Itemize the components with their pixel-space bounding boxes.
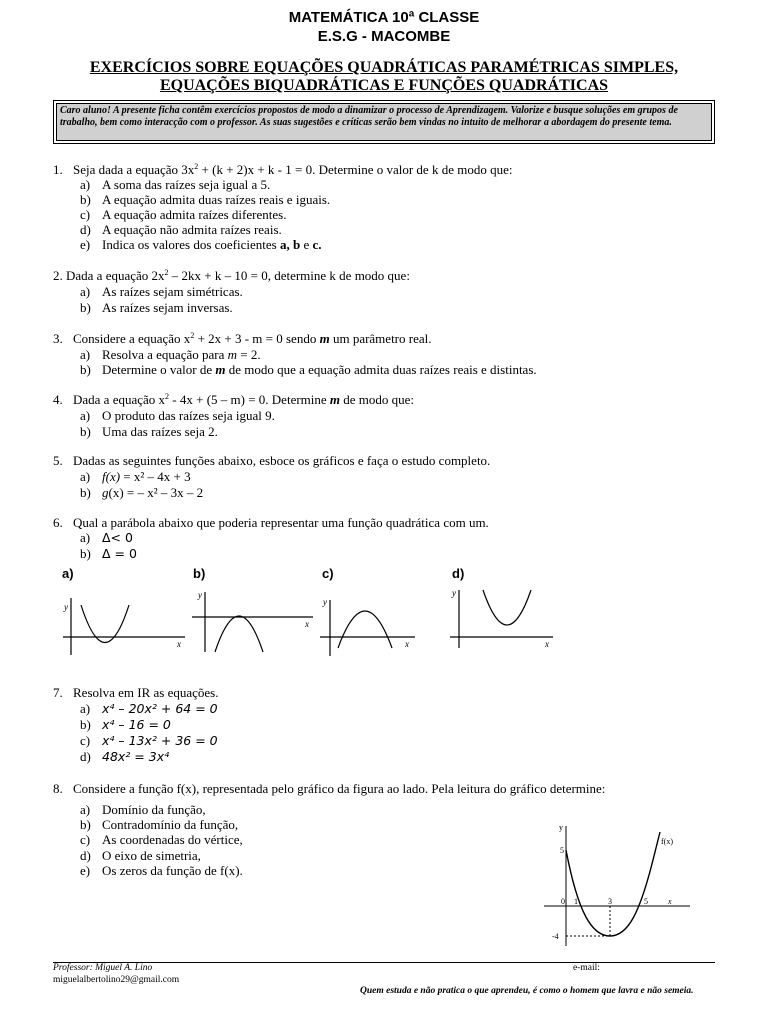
school-subject: MATEMÁTICA 10ª CLASSE	[288, 9, 480, 26]
question-8: 8. Considere a função f(x), representada pelo gráfico da figura ao lado. Pela leitura do gráfico determine:	[53, 781, 606, 796]
graph-b-label: b)	[193, 566, 206, 581]
footer-email-label: e-mail:	[573, 963, 600, 973]
question-7: 7. Resolva em IR as equações.	[53, 685, 219, 700]
q7-item-d: d) 48x² = 3x⁴	[80, 749, 170, 764]
q8-item-c: c) As coordenadas do vértice,	[80, 832, 243, 847]
graph-c	[320, 600, 415, 656]
graph-c-y: y	[323, 597, 327, 607]
footer-teacher: Professor: Miguel A. Lino	[53, 963, 153, 973]
q8-fn-label: f(x)	[661, 837, 673, 846]
q3-item-a: a) Resolva a equação para m = 2.	[80, 347, 261, 362]
q8-item-d: d) O eixo de simetria,	[80, 848, 201, 863]
graph-d	[450, 590, 553, 648]
q8-tick-1: 1	[574, 897, 578, 906]
q3-item-b: b) Determine o valor de m de modo que a equação admita duas raízes reais e distintas.	[80, 362, 537, 377]
graph-d-y: y	[452, 588, 456, 598]
graph-a	[63, 598, 185, 655]
q8-tick-m4: -4	[552, 932, 559, 941]
graph-d-label: d)	[452, 566, 465, 581]
footer-email: miguelalbertolino29@gmail.com	[53, 975, 180, 985]
graph-d-x: x	[545, 639, 549, 649]
graph-c-x: x	[405, 639, 409, 649]
question-3: 3. Considere a equação $x^2 + 2x + 3 - m = 0$ sendo m um parâmetro real.	[53, 331, 432, 346]
q8-tick-0: 0	[561, 897, 565, 906]
school-name: E.S.G - MACOMBE	[317, 28, 451, 45]
q2-item-a: a) As raízes sejam simétricas.	[80, 284, 243, 299]
graph-a-x: x	[177, 639, 181, 649]
q8-x-label: x	[668, 897, 672, 906]
question-6: 6. Qual a parábola abaixo que poderia representar uma função quadrática com um.	[53, 515, 489, 530]
question-1: 1. Seja dada a equação $3x^2 + (k + 2)x + k - 1 = 0$. Determine o valor de k de modo que:	[53, 162, 513, 177]
q6-item-a: a) Δ< 0	[80, 530, 133, 545]
intro-box	[53, 100, 715, 144]
q1-item-d: d) A equação não admita raízes reais.	[80, 222, 282, 237]
question-5: 5. Dadas as seguintes funções abaixo, esboce os gráficos e faça o estudo completo.	[53, 453, 491, 468]
q7-item-b: b) x⁴ – 16 = 0	[80, 717, 171, 732]
graph-b-x: x	[305, 619, 309, 629]
q8-graph	[530, 818, 710, 948]
footer-rule	[53, 962, 715, 963]
q1-item-a: a) A soma das raízes seja igual a 5.	[80, 177, 271, 192]
graph-b	[192, 592, 313, 652]
graph-a-y: y	[64, 602, 68, 612]
question-4: 4. Dada a equação $x^2 - 4x + (5 - m) = 0$. Determine m de modo que:	[53, 392, 415, 407]
q8-item-e: e) Os zeros da função de f(x).	[80, 863, 243, 878]
worksheet-title-line2: EQUAÇÕES BIQUADRÁTICAS E FUNÇÕES QUADRÁTICAS	[159, 77, 609, 94]
q8-item-a: a) Domínio da função,	[80, 802, 206, 817]
graph-c-label: c)	[322, 566, 334, 581]
q8-item-b: b) Contradomínio da função,	[80, 817, 239, 832]
q5-item-a: a) f(x) = x² – 4x + 3	[80, 469, 191, 484]
q1-item-c: c) A equação admita raízes diferentes.	[80, 207, 287, 222]
worksheet-title-line1: EXERCÍCIOS SOBRE EQUAÇÕES QUADRÁTICAS PARAMÉTRICAS SIMPLES,	[89, 59, 679, 76]
q5-item-b: b) g(x) = – x² – 3x – 2	[80, 485, 204, 500]
footer-quote: Quem estuda e não pratica o que aprendeu, é como o homem que lavra e não semeia.	[360, 986, 694, 996]
q1-item-b: b) A equação admita duas raízes reais e iguais.	[80, 192, 331, 207]
q7-item-a: a) x⁴ – 20x² + 64 = 0	[80, 701, 218, 716]
question-2: 2. Dada a equação $2x^2 - 2kx + k - 10 = 0$, determine k de modo que:	[53, 268, 410, 283]
q2-item-b: b) As raízes sejam inversas.	[80, 300, 233, 315]
q8-tick-x5: 5	[644, 897, 648, 906]
q1-item-e: e) Indica os valores dos coeficientes a, b e c.	[80, 237, 322, 252]
q8-tick-y5: 5	[560, 846, 564, 855]
graph-a-label: a)	[62, 566, 74, 581]
q4-item-a: a) O produto das raízes seja igual 9.	[80, 408, 275, 423]
graph-b-y: y	[198, 590, 202, 600]
q4-item-b: b) Uma das raízes seja 2.	[80, 424, 218, 439]
q6-graphs	[55, 580, 655, 660]
q6-item-b: b) Δ = 0	[80, 546, 137, 561]
q8-y-label: y	[559, 823, 563, 832]
intro-text: Caro aluno! A presente ficha contêm exercícios propostos de modo a dinamizar o processo de Aprendizagem. Valorize e busque soluções em grupos de trabalho, bem como interacção com o professor. As suas sugestões e críticas serão bem vindas no intuito de melhorar a abordagem do presente tema.	[56, 103, 712, 141]
q7-item-c: c) x⁴ – 13x² + 36 = 0	[80, 733, 218, 748]
q8-tick-3: 3	[608, 897, 612, 906]
